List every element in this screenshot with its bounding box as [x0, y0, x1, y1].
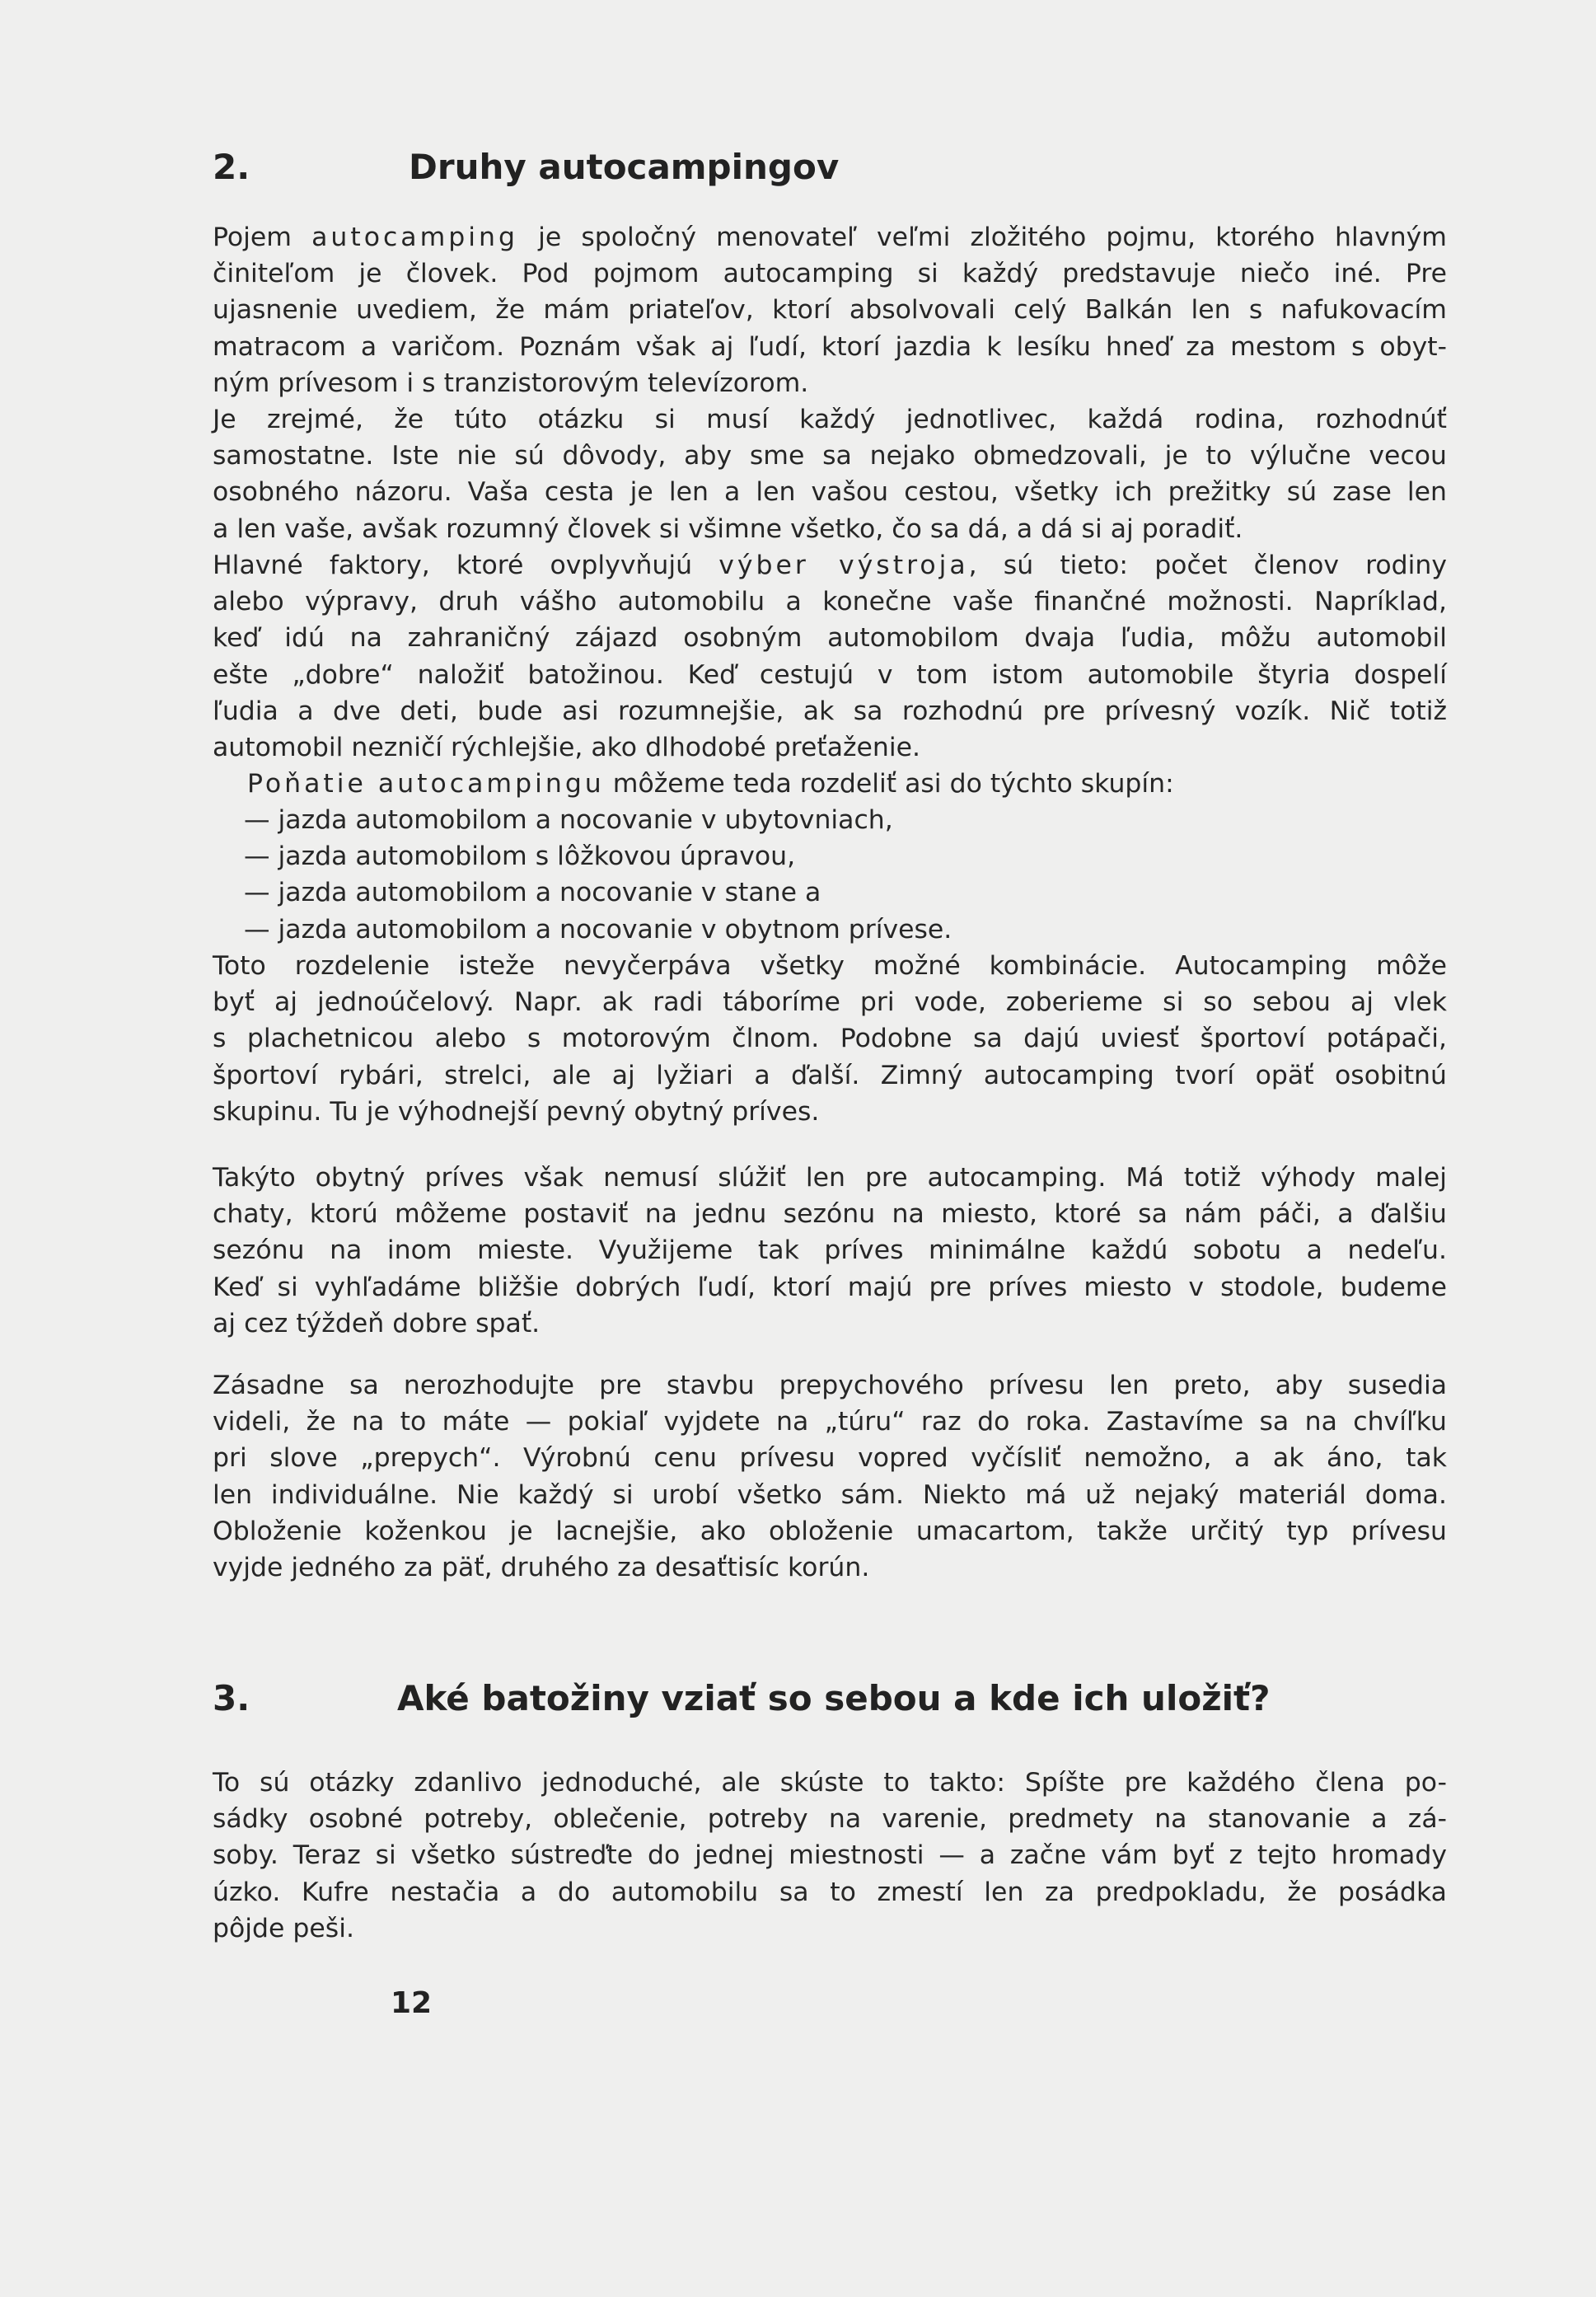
text-line: ľudia a dve deti, bude asi rozumnejšie, ak sa rozhodnú pre prívesný vozík. Nič totiž — [213, 696, 1447, 726]
text-line: len individuálne. Nie každý si urobí všetko sám. Niekto má už nejaký materiál doma. — [213, 1479, 1447, 1510]
text-line: automobil nezničí rýchlejšie, ako dlhodobé preťaženie. — [213, 733, 921, 763]
text-line: sezónu na inom mieste. Využijeme tak príves minimálne každú sobotu a nedeľu. — [213, 1235, 1447, 1266]
section-2-paragraph-3 — [213, 547, 1447, 766]
spaced-term-vyber-vystroja: výber výstroja — [718, 551, 969, 580]
text-line: ujasnenie uvediem, že mám priateľov, ktorí absolvovali celý Balkán len s nafukovacím — [213, 295, 1447, 326]
section-2-paragraph-5 — [213, 948, 1447, 1130]
section-3-number: 3. — [213, 1678, 250, 1718]
text-line: chaty, ktorú môžeme postaviť na jednu sezónu na miesto, ktoré sa nám páči, a ďalšiu — [213, 1199, 1447, 1230]
camping-types-list — [244, 802, 952, 948]
text-span: môžeme teda rozdeliť asi do týchto skupín: — [604, 769, 1174, 799]
text-line: pôjde peši. — [213, 1913, 354, 1943]
page-number: 12 — [391, 1986, 433, 2020]
list-item: — jazda automobilom s lôžkovou úpravou, — [244, 841, 796, 872]
spaced-term-autocamping: autocamping — [311, 223, 518, 252]
text-line: a len vaše, avšak rozumný človek si všimne všetko, čo sa dá, a dá si aj poradiť. — [213, 513, 1243, 544]
text-line: byť aj jednoúčelový. Napr. ak radi táboríme pri vode, zoberieme si so sebou aj vlek — [213, 987, 1447, 1018]
list-item: — jazda automobilom a nocovanie v obytnom prívese. — [244, 914, 952, 945]
section-2-heading — [213, 147, 840, 188]
text-line: ným prívesom i s tranzistorovým televízorom. — [213, 368, 809, 398]
text-span: , sú tieto: počet členov rodiny — [968, 551, 1448, 580]
text-line: Je zrejmé, že túto otázku si musí každý jednotlivec, každá rodina, rozhodnúť — [213, 405, 1447, 434]
section-3-title: Aké batožiny vziať so sebou a kde ich uložiť? — [397, 1678, 1271, 1718]
text-line: Obloženie koženkou je lacnejšie, ako obloženie umacartom, takže určitý typ prívesu — [213, 1516, 1447, 1546]
text-line: Takýto obytný príves však nemusí slúžiť len pre autocamping. Má totiž výhody malej — [213, 1163, 1447, 1193]
text-line: športoví rybári, strelci, ale aj lyžiari a ďalší. Zimný autocamping tvorí opäť osobitnú — [213, 1060, 1447, 1090]
text-line: pri slove „prepych“. Výrobnú cenu prívesu vopred vyčísliť nemožno, a ak áno, tak — [213, 1443, 1447, 1474]
text-span: Pojem — [213, 223, 312, 252]
section-3-heading — [213, 1678, 1271, 1719]
section-2-paragraph-1 — [213, 219, 1447, 401]
text-line: sádky osobné potreby, oblečenie, potreby na varenie, predmety na stanovanie a zá- — [213, 1804, 1447, 1835]
text-line: To sú otázky zdanlivo jednoduché, ale skúste to takto: Spíšte pre každého člena po- — [213, 1768, 1447, 1798]
text-line: samostatne. Iste nie sú dôvody, aby sme sa nejako obmedzovali, je to výlučne vecou — [213, 441, 1447, 471]
text-line: Keď si vyhľadáme bližšie dobrých ľudí, ktorí majú pre príves miesto v stodole, budeme — [213, 1272, 1447, 1302]
text-line: Zásadne sa nerozhodujte pre stavbu prepychového prívesu len preto, aby susedia — [213, 1371, 1447, 1400]
text-line: Toto rozdelenie isteže nevyčerpáva všetky možné kombinácie. Autocamping môže — [213, 951, 1447, 981]
text-span: Hlavné faktory, ktoré ovplyvňujú — [213, 551, 719, 580]
list-item: — jazda automobilom a nocovanie v stane a — [244, 878, 821, 908]
section-2-number: 2. — [213, 147, 250, 187]
text-line: úzko. Kufre nestačia a do automobilu sa to zmestí len za predpokladu, že posádka — [213, 1877, 1447, 1907]
text-line: osobného názoru. Vaša cesta je len a len vašou cestou, všetky ich prežitky sú zase len — [213, 477, 1447, 508]
text-line: matracom a varičom. Poznám však aj ľudí, ktorí jazdia k lesíku hneď za mestom s obyt- — [213, 331, 1447, 362]
text-line: keď idú na zahraničný zájazd osobným automobilom dvaja ľudia, môžu automobil — [213, 623, 1447, 654]
text-line: videli, že na to máte — pokiaľ vyjdete na „túru“ raz do roka. Zastavíme sa na chvíľku — [213, 1407, 1447, 1437]
text-line: s plachetnicou alebo s motorovým člnom. Podobne sa dajú uviesť športoví potápači, — [213, 1024, 1447, 1054]
spaced-term-ponatie: Poňatie autocampingu — [247, 769, 605, 799]
section-2-paragraph-4 — [213, 766, 1447, 802]
section-2-title: Druhy autocampingov — [409, 147, 840, 187]
text-line: ešte „dobre“ naložiť batožinou. Keď cestujú v tom istom automobile štyria dospelí — [213, 659, 1447, 690]
text-span: je spoločný menovateľ veľmi zložitého pojmu, ktorého hlavným — [518, 223, 1447, 252]
section-2-paragraph-6 — [213, 1160, 1447, 1342]
text-line: činiteľom je človek. Pod pojmom autocamping si každý predstavuje niečo iné. Pre — [213, 259, 1447, 289]
section-3-paragraph-1 — [213, 1765, 1447, 1947]
section-2-paragraph-7 — [213, 1367, 1447, 1586]
text-line: alebo výpravy, druh vášho automobilu a konečne vaše finančné možnosti. Napríklad, — [213, 587, 1447, 617]
text-line: soby. Teraz si všetko sústreďte do jednej miestnosti — a začne vám byť z tejto hromady — [213, 1840, 1447, 1871]
list-item: — jazda automobilom a nocovanie v ubytovniach, — [244, 805, 893, 835]
text-line: skupinu. Tu je výhodnejší pevný obytný príves. — [213, 1096, 820, 1127]
text-line: aj cez týždeň dobre spať. — [213, 1308, 541, 1338]
text-line: vyjde jedného za päť, druhého za desaťtisíc korún. — [213, 1553, 870, 1583]
section-2-paragraph-2 — [213, 401, 1447, 547]
